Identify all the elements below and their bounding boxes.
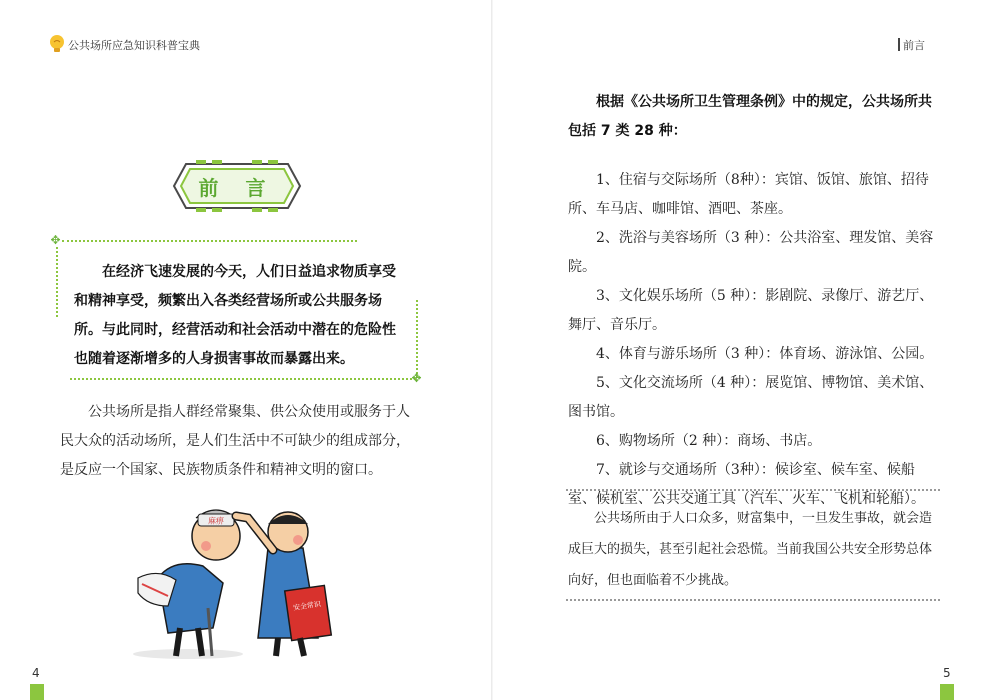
section-divider <box>898 38 900 51</box>
intro-callout <box>74 258 404 374</box>
dotted-divider <box>566 599 940 601</box>
frame-border-right <box>416 300 418 378</box>
head-label: 麻痹 <box>208 516 224 526</box>
page-number-left: 4 <box>32 666 40 680</box>
book-gutter <box>491 0 493 700</box>
list-item: 2、洗浴与美容场所（3 种）：公共浴室、理发馆、美容院。 <box>568 230 934 275</box>
book-label: 安全常识 <box>292 600 322 612</box>
list-item: 3、文化娱乐场所（5 种）：影剧院、录像厅、游艺厅、舞厅、音乐厅。 <box>568 288 934 333</box>
frame-border-left <box>56 247 58 317</box>
list-item: 1、住宿与交际场所（8种）：宾馆、饭馆、旅馆、招待所、车马店、咖啡馆、酒吧、茶座。 <box>568 172 929 217</box>
corner-ornament-icon: ✥ <box>50 233 61 247</box>
running-title: 公共场所应急知识科普宝典 <box>68 39 200 52</box>
section-tag: 前言 <box>903 39 925 52</box>
corner-ornament-icon: ✥ <box>411 371 422 385</box>
list-item: 4、体育与游乐场所（3 种）：体育场、游泳馆、公园。 <box>596 346 934 362</box>
page-tab-left <box>30 684 44 700</box>
frame-border-top <box>62 240 357 242</box>
heading-text: 根据《公共场所卫生管理条例》中的规定，公共场所共包括 7 类 28 种： <box>568 94 932 139</box>
list-item: 7、就诊与交通场所（3种）：候诊室、候车室、候船室、候机室、公共交通工具（汽车、火车、飞机和轮船）。 <box>568 462 925 507</box>
lightbulb-icon <box>48 34 66 54</box>
cartoon-illustration <box>128 488 360 660</box>
paragraph-text: 公共场所是指人群经常聚集、供公众使用或服务于人民大众的活动场所，是人们生活中不可缺少的组成部分，是反应一个国家、民族物质条件和精神文明的窗口。 <box>60 404 410 478</box>
dotted-divider <box>566 489 940 491</box>
page-number-right: 5 <box>943 666 951 680</box>
list-item: 5、文化交流场所（4 种）：展览馆、博物馆、美术馆、图书馆。 <box>568 375 934 420</box>
frame-border-bottom <box>70 378 416 380</box>
closing-paragraph <box>568 503 938 596</box>
intro-text: 在经济飞速发展的今天，人们日益追求物质享受和精神享受，频繁出入各类经营场所或公共服务场所。与此同时，经营活动和社会活动中潜在的危险性也随着逐渐增多的人身损害事故而暴露出来。 <box>74 264 396 367</box>
category-list <box>568 166 938 514</box>
list-item: 6、购物场所（2 种）：商场、书店。 <box>596 433 822 449</box>
right-heading <box>568 88 933 146</box>
closing-text: 公共场所由于人口众多，财富集中，一旦发生事故，就会造成巨大的损失，甚至引起社会恐慌。当前我国公共安全形势总体向好，但也面临着不少挑战。 <box>568 511 933 588</box>
page-tab-right <box>940 684 954 700</box>
page-title: 前 言 <box>198 176 276 200</box>
body-paragraph <box>60 398 412 485</box>
